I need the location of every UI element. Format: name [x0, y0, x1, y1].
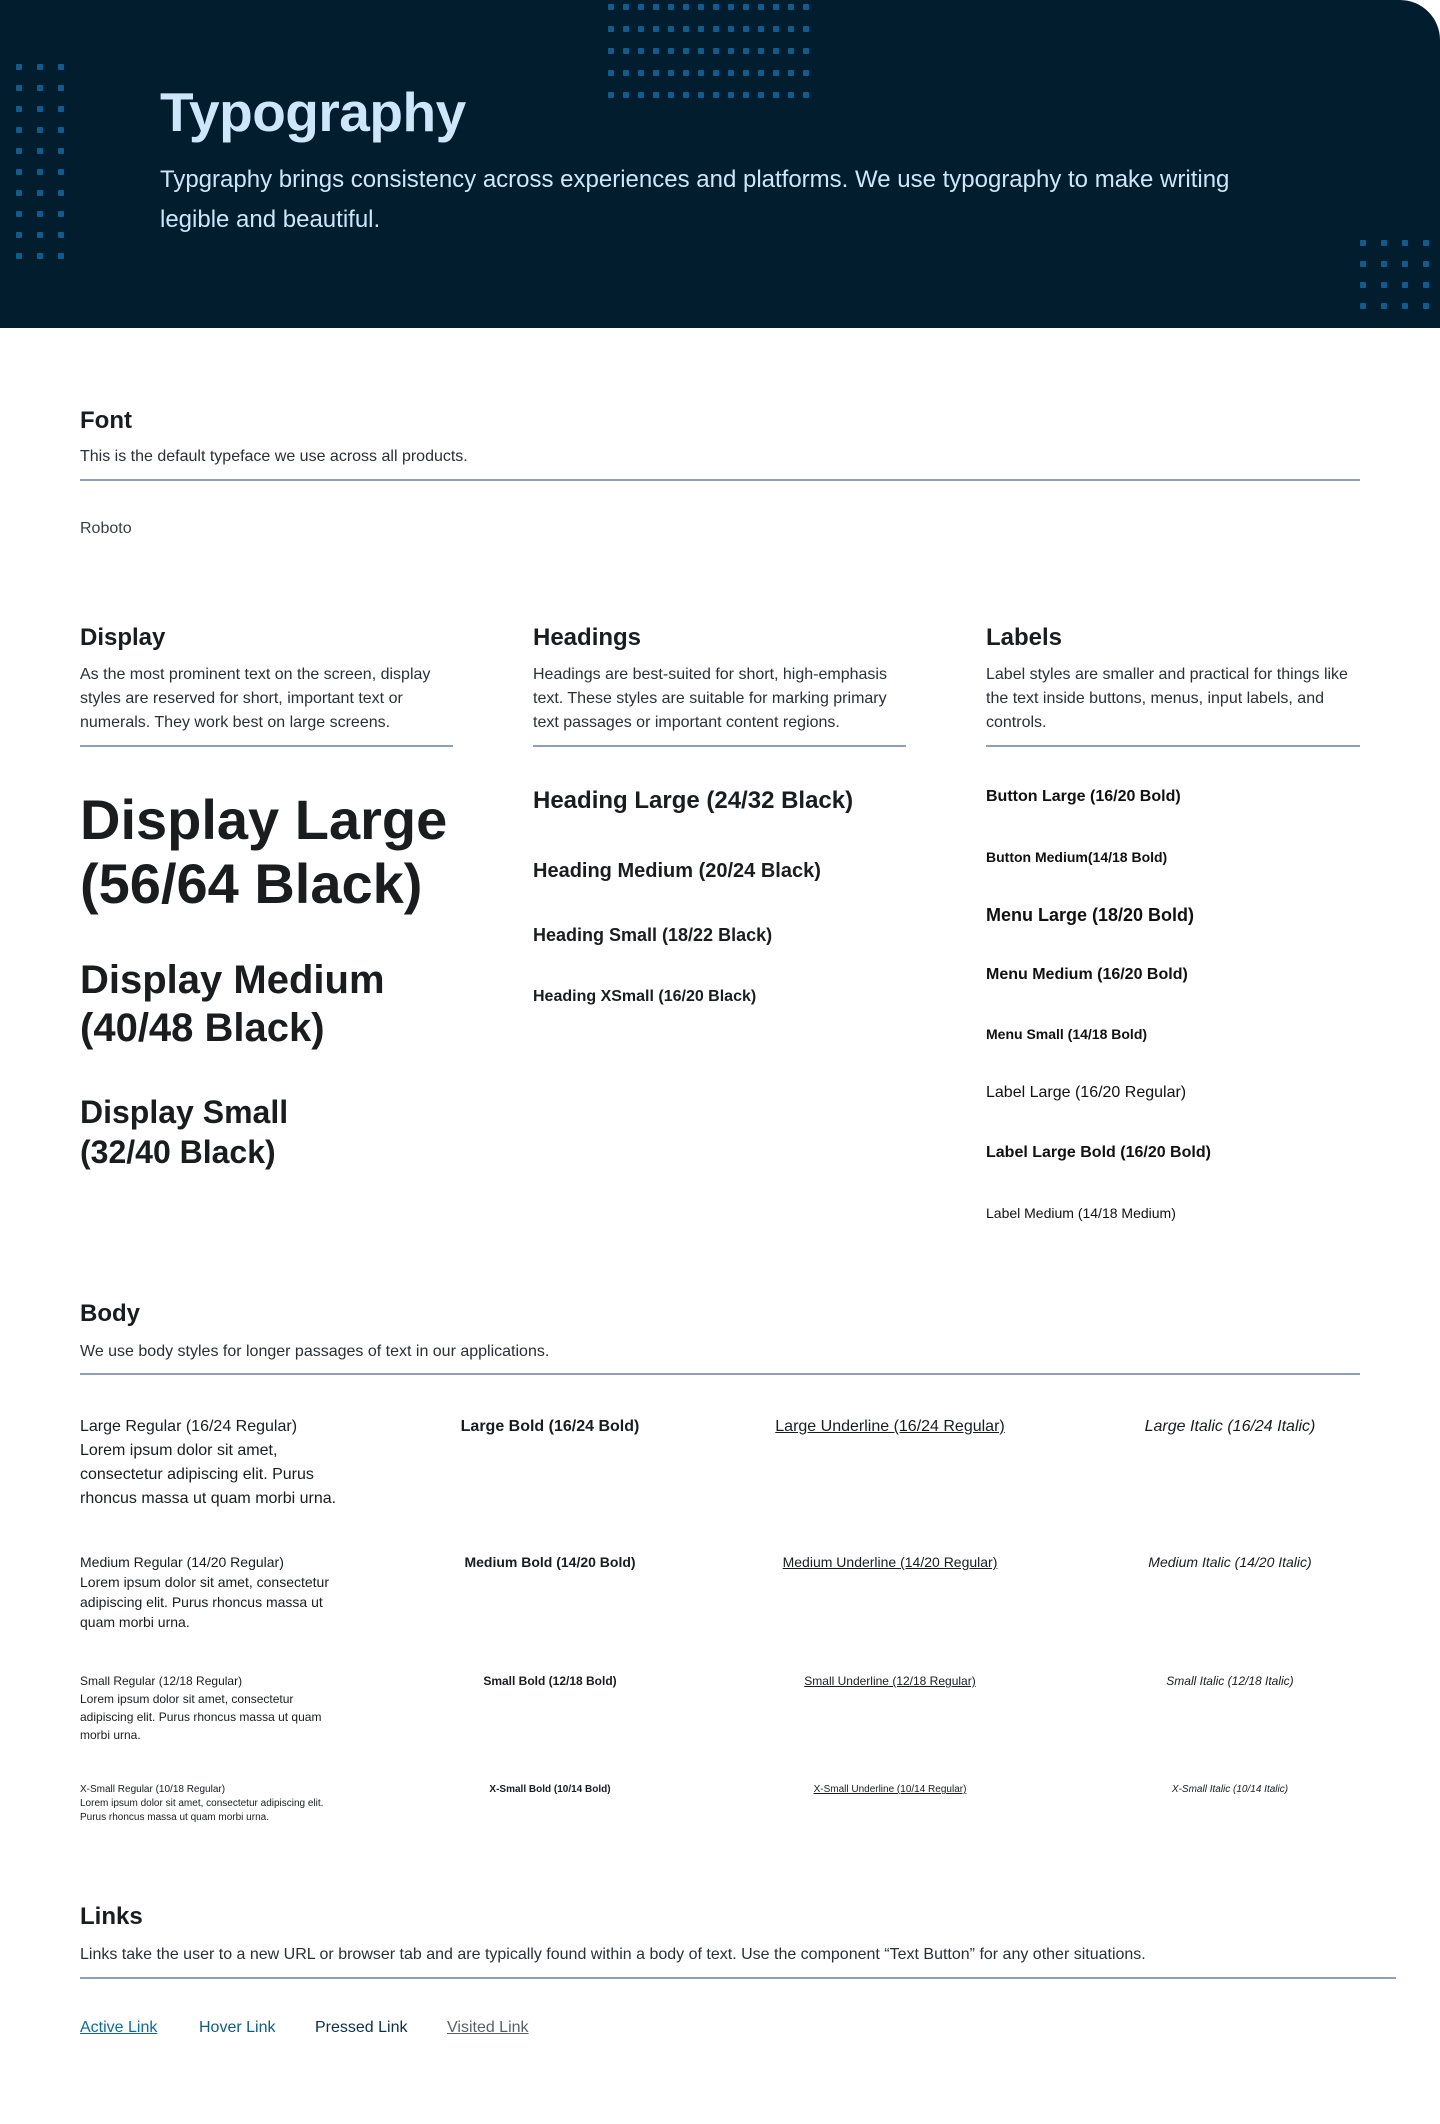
dot [1423, 303, 1429, 309]
label-button-large: Button Large (16/20 Bold) [986, 788, 1181, 805]
dot [743, 26, 749, 32]
font-section-desc: This is the default typeface we use across all products. [80, 448, 468, 465]
dot [37, 169, 43, 175]
dot [37, 190, 43, 196]
body-xsmall-regular-block [80, 1783, 340, 1825]
body-small-regular-label: Small Regular (12/18 Regular) [80, 1674, 243, 1688]
dot [803, 48, 809, 54]
dot [58, 190, 64, 196]
dot [743, 70, 749, 76]
body-medium-italic: Medium Italic (14/20 Italic) [1148, 1554, 1312, 1570]
body-section-title: Body [80, 1300, 140, 1327]
body-xsmall-underline: X-Small Underline (10/14 Regular) [813, 1784, 967, 1795]
dot [758, 92, 764, 98]
dot [16, 169, 22, 175]
dot [16, 253, 22, 259]
body-large-italic: Large Italic (16/24 Italic) [1144, 1418, 1316, 1435]
dot [788, 92, 794, 98]
dot [623, 48, 629, 54]
dot [758, 4, 764, 10]
dot [728, 26, 734, 32]
dot [728, 70, 734, 76]
labels-divider [986, 745, 1360, 747]
dot [37, 64, 43, 70]
dot [713, 70, 719, 76]
font-divider [80, 479, 1360, 481]
body-xsmall-regular-lorem: Lorem ipsum dolor sit amet, consectetur adipiscing elit. Purus rhoncus massa ut quam morbi urna. [80, 1798, 324, 1823]
label-large-regular: Label Large (16/20 Regular) [986, 1084, 1187, 1101]
dot-pattern-right [1360, 240, 1429, 309]
dot [1381, 240, 1387, 246]
labels-section-desc: Label styles are smaller and practical for things like the text inside buttons, menus, input labels, and controls. [986, 666, 1348, 731]
label-medium: Label Medium (14/18 Medium) [986, 1205, 1176, 1221]
dot [743, 48, 749, 54]
font-name: Roboto [80, 520, 132, 537]
body-xsmall-italic: X-Small Italic (10/14 Italic) [1171, 1784, 1289, 1795]
dot [623, 70, 629, 76]
label-button-medium: Button Medium(14/18 Bold) [986, 849, 1168, 865]
display-section-title: Display [80, 624, 166, 651]
dot [37, 253, 43, 259]
body-small-italic: Small Italic (12/18 Italic) [1166, 1674, 1294, 1688]
dot [773, 92, 779, 98]
label-large-bold: Label Large Bold (16/20 Bold) [986, 1144, 1211, 1161]
font-section-title: Font [80, 407, 132, 434]
dot [653, 70, 659, 76]
dot [653, 26, 659, 32]
dot [1402, 261, 1408, 267]
dot [653, 4, 659, 10]
dot [1360, 282, 1366, 288]
dot [668, 48, 674, 54]
dot [608, 4, 614, 10]
heading-large-sample: Heading Large (24/32 Black) [533, 787, 854, 814]
dot [638, 48, 644, 54]
heading-xsmall-sample: Heading XSmall (16/20 Black) [533, 988, 757, 1005]
dot [683, 4, 689, 10]
dot [16, 106, 22, 112]
dot [698, 70, 704, 76]
body-large-regular-block [80, 1415, 350, 1511]
dot [16, 211, 22, 217]
dot [773, 26, 779, 32]
visited-link[interactable]: Visited Link [447, 2019, 529, 2036]
links-divider [80, 1977, 1396, 1979]
dot [803, 26, 809, 32]
dot [1360, 240, 1366, 246]
dot [713, 4, 719, 10]
pressed-link[interactable]: Pressed Link [315, 2019, 408, 2036]
dot [1381, 261, 1387, 267]
body-medium-regular-label: Medium Regular (14/20 Regular) [80, 1554, 284, 1570]
dot [788, 48, 794, 54]
dot [698, 4, 704, 10]
body-medium-bold: Medium Bold (14/20 Bold) [464, 1554, 636, 1570]
dot [16, 85, 22, 91]
body-divider [80, 1373, 1360, 1375]
active-link[interactable]: Active Link [80, 2019, 158, 2036]
body-small-bold: Small Bold (12/18 Bold) [483, 1674, 617, 1688]
dot [16, 148, 22, 154]
dot [58, 64, 64, 70]
body-section-desc: We use body styles for longer passages of text in our applications. [80, 1343, 550, 1360]
links-section-title: Links [80, 1903, 143, 1930]
body-large-bold: Large Bold (16/24 Bold) [460, 1418, 640, 1435]
dot [713, 26, 719, 32]
display-section-desc: As the most prominent text on the screen, display styles are reserved for short, important text or numerals. They work best on large screens. [80, 666, 431, 731]
body-small-regular-block [80, 1672, 330, 1744]
dot [668, 26, 674, 32]
dot [623, 4, 629, 10]
dot [608, 70, 614, 76]
dot [773, 4, 779, 10]
dot [743, 4, 749, 10]
hero-banner [0, 0, 1440, 328]
dot [728, 48, 734, 54]
body-large-regular-lorem: Lorem ipsum dolor sit amet, consectetur adipiscing elit. Purus rhoncus massa ut quam morbi urna. [80, 1442, 337, 1507]
dot [37, 148, 43, 154]
dot [758, 48, 764, 54]
dot [743, 92, 749, 98]
dot-pattern-left [16, 64, 64, 259]
dot [1423, 261, 1429, 267]
dot [58, 169, 64, 175]
dot [713, 92, 719, 98]
dot [713, 48, 719, 54]
dot [638, 70, 644, 76]
body-small-regular-lorem: Lorem ipsum dolor sit amet, consectetur adipiscing elit. Purus rhoncus massa ut quam morbi urna. [80, 1692, 322, 1742]
dot [37, 127, 43, 133]
body-medium-regular-block [80, 1552, 350, 1632]
dot [788, 70, 794, 76]
dot [683, 26, 689, 32]
dot [803, 4, 809, 10]
dot [1360, 261, 1366, 267]
dot [683, 70, 689, 76]
dot [1360, 303, 1366, 309]
dot [1402, 282, 1408, 288]
dot-pattern-top [608, 4, 809, 98]
dot [653, 48, 659, 54]
dot [623, 92, 629, 98]
display-large-sample: Display Large (56/64 Black) [80, 788, 448, 915]
body-small-underline: Small Underline (12/18 Regular) [804, 1674, 976, 1688]
dot [683, 92, 689, 98]
dot [1402, 240, 1408, 246]
dot [803, 70, 809, 76]
label-menu-large: Menu Large (18/20 Bold) [986, 905, 1195, 925]
dot [37, 85, 43, 91]
dot [653, 92, 659, 98]
dot [608, 26, 614, 32]
dot [773, 48, 779, 54]
dot [758, 26, 764, 32]
dot [37, 106, 43, 112]
dot [728, 4, 734, 10]
heading-medium-sample: Heading Medium (20/24 Black) [533, 860, 821, 882]
body-large-regular-label: Large Regular (16/24 Regular) [80, 1418, 298, 1435]
dot [58, 232, 64, 238]
page-title: Typography [160, 81, 466, 143]
dot [698, 92, 704, 98]
body-medium-underline: Medium Underline (14/20 Regular) [782, 1554, 998, 1570]
dot [58, 85, 64, 91]
dot [638, 4, 644, 10]
dot [698, 26, 704, 32]
display-medium-sample: Display Medium (40/48 Black) [80, 958, 385, 1050]
dot [668, 70, 674, 76]
dot [16, 64, 22, 70]
dot [803, 92, 809, 98]
dot [623, 26, 629, 32]
dot [728, 92, 734, 98]
body-xsmall-regular-label: X-Small Regular (10/18 Regular) [80, 1784, 226, 1795]
body-medium-regular-lorem: Lorem ipsum dolor sit amet, consectetur adipiscing elit. Purus rhoncus massa ut quam morbi urna. [80, 1574, 329, 1630]
dot [608, 92, 614, 98]
dot [1381, 282, 1387, 288]
display-small-sample: Display Small (32/40 Black) [80, 1094, 289, 1170]
dot [668, 92, 674, 98]
dot [37, 232, 43, 238]
headings-section-title: Headings [533, 624, 642, 651]
dot [58, 148, 64, 154]
dot [698, 48, 704, 54]
links-section-desc: Links take the user to a new URL or browser tab and are typically found within a body of text. Use the component “Text Button” for any other situations. [80, 1946, 1146, 1963]
dot [16, 232, 22, 238]
dot [758, 70, 764, 76]
body-large-underline: Large Underline (16/24 Regular) [775, 1418, 1005, 1435]
label-menu-small: Menu Small (14/18 Bold) [986, 1026, 1148, 1042]
dot [683, 48, 689, 54]
dot [638, 26, 644, 32]
dot [16, 127, 22, 133]
display-divider [80, 745, 453, 747]
dot [668, 4, 674, 10]
labels-section-title: Labels [986, 624, 1063, 651]
heading-small-sample: Heading Small (18/22 Black) [533, 925, 773, 945]
dot [788, 26, 794, 32]
headings-divider [533, 745, 906, 747]
dot [1381, 303, 1387, 309]
label-menu-medium: Menu Medium (16/20 Bold) [986, 966, 1188, 983]
dot [58, 127, 64, 133]
dot [1423, 240, 1429, 246]
dot [16, 190, 22, 196]
dot [788, 4, 794, 10]
headings-section-desc: Headings are best-suited for short, high-emphasis text. These styles are suitable for marking primary text passages or important content regions. [533, 666, 887, 731]
hover-link[interactable]: Hover Link [199, 2019, 276, 2036]
dot [1423, 282, 1429, 288]
dot [58, 106, 64, 112]
dot [1402, 303, 1408, 309]
body-xsmall-bold: X-Small Bold (10/14 Bold) [489, 1784, 611, 1795]
dot [58, 211, 64, 217]
dot [773, 70, 779, 76]
dot [37, 211, 43, 217]
dot [58, 253, 64, 259]
dot [638, 92, 644, 98]
dot [608, 48, 614, 54]
page-subtitle: Typgraphy brings consistency across experiences and platforms. We use typography to make writing legible and beautiful. [160, 166, 1230, 233]
